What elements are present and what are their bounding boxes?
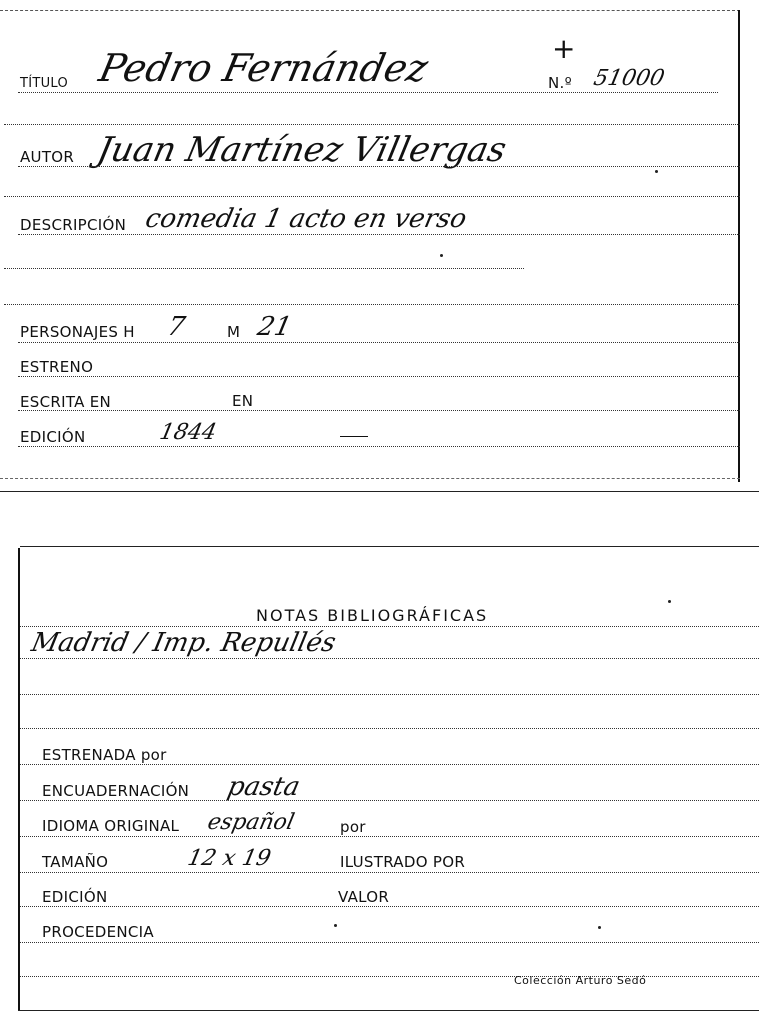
personajes-label: PERSONAJES H: [20, 323, 135, 341]
autor-line: [18, 166, 740, 167]
ink-speck: [440, 254, 443, 257]
procedencia-line: [20, 942, 759, 943]
card-top-edge: [20, 546, 759, 547]
blank-line-3: [4, 268, 524, 269]
personajes-m-value: 21: [254, 312, 295, 342]
encuadernacion-line: [20, 800, 759, 801]
descripcion-label: DESCRIPCIÓN: [20, 216, 127, 234]
blank-line-final: [20, 976, 759, 977]
pen-dash: [340, 436, 368, 437]
tamano-line: [20, 872, 759, 873]
personajes-h-value: 7: [164, 312, 188, 342]
por-label: por: [340, 818, 366, 836]
coleccion-credit: Colección Arturo Sedó: [514, 974, 647, 987]
edicion-value: 1844: [157, 420, 219, 445]
estreno-line: [18, 376, 740, 377]
notas-title-line: [20, 626, 759, 627]
descripcion-line: [18, 234, 740, 235]
edicion2-label: EDICIÓN: [42, 888, 108, 906]
edicion2-line: [20, 906, 759, 907]
blank-line-1: [4, 124, 740, 125]
notas-value: Madrid / Imp. Repullés: [28, 628, 339, 658]
notas-line-2: [20, 694, 759, 695]
estreno-label: ESTRENO: [20, 358, 94, 376]
ink-speck: [598, 926, 601, 929]
procedencia-label: PROCEDENCIA: [42, 923, 154, 941]
personajes-line: [18, 342, 740, 343]
numero-label: N.º: [548, 74, 572, 92]
estrenada-label: ESTRENADA por: [42, 746, 167, 764]
idioma-line: [20, 836, 759, 837]
card-separator: [0, 491, 759, 492]
blank-line-4: [4, 304, 740, 305]
card-bottom-edge: [0, 478, 740, 479]
card-top-edge: [0, 10, 740, 11]
edicion-label: EDICIÓN: [20, 428, 86, 446]
ink-speck: [334, 924, 337, 927]
escrita-en-label: ESCRITA EN: [20, 393, 112, 411]
notas-line-1: [20, 658, 759, 659]
escrita-line: [18, 410, 740, 411]
descripcion-value: comedia 1 acto en verso: [142, 204, 470, 234]
titulo-label: TÍTULO: [20, 76, 69, 91]
catalog-card-top: [0, 0, 759, 492]
card-right-edge: [738, 10, 740, 482]
titulo-value: Pedro Fernández: [95, 46, 432, 90]
autor-value: Juan Martínez Villergas: [93, 130, 510, 170]
card-bottom-edge: [18, 1010, 759, 1011]
encuadernacion-label: ENCUADERNACIÓN: [42, 782, 190, 800]
valor-label: VALOR: [338, 888, 390, 906]
titulo-line: [18, 92, 718, 93]
idioma-value: español: [205, 810, 297, 835]
catalog-card-bottom: [0, 540, 759, 1028]
notas-line-3: [20, 728, 759, 729]
personajes-m-label: M: [227, 323, 241, 341]
tamano-label: TAMAÑO: [42, 853, 109, 871]
tamano-value: 12 x 19: [185, 846, 274, 871]
blank-line-2: [4, 196, 740, 197]
ink-speck: [668, 600, 671, 603]
edicion-line: [18, 446, 740, 447]
encuadernacion-value: pasta: [224, 772, 303, 802]
autor-label: AUTOR: [20, 148, 75, 166]
notas-title: NOTAS BIBLIOGRÁFICAS: [256, 606, 489, 625]
ilustrado-label: ILUSTRADO POR: [340, 853, 466, 871]
idioma-label: IDIOMA ORIGINAL: [42, 817, 180, 835]
estrenada-line: [20, 764, 759, 765]
en-label: EN: [232, 392, 254, 410]
card-left-edge: [18, 548, 20, 1010]
cross-mark: +: [552, 32, 576, 65]
ink-speck: [655, 170, 658, 173]
numero-value: 51000: [591, 66, 667, 91]
